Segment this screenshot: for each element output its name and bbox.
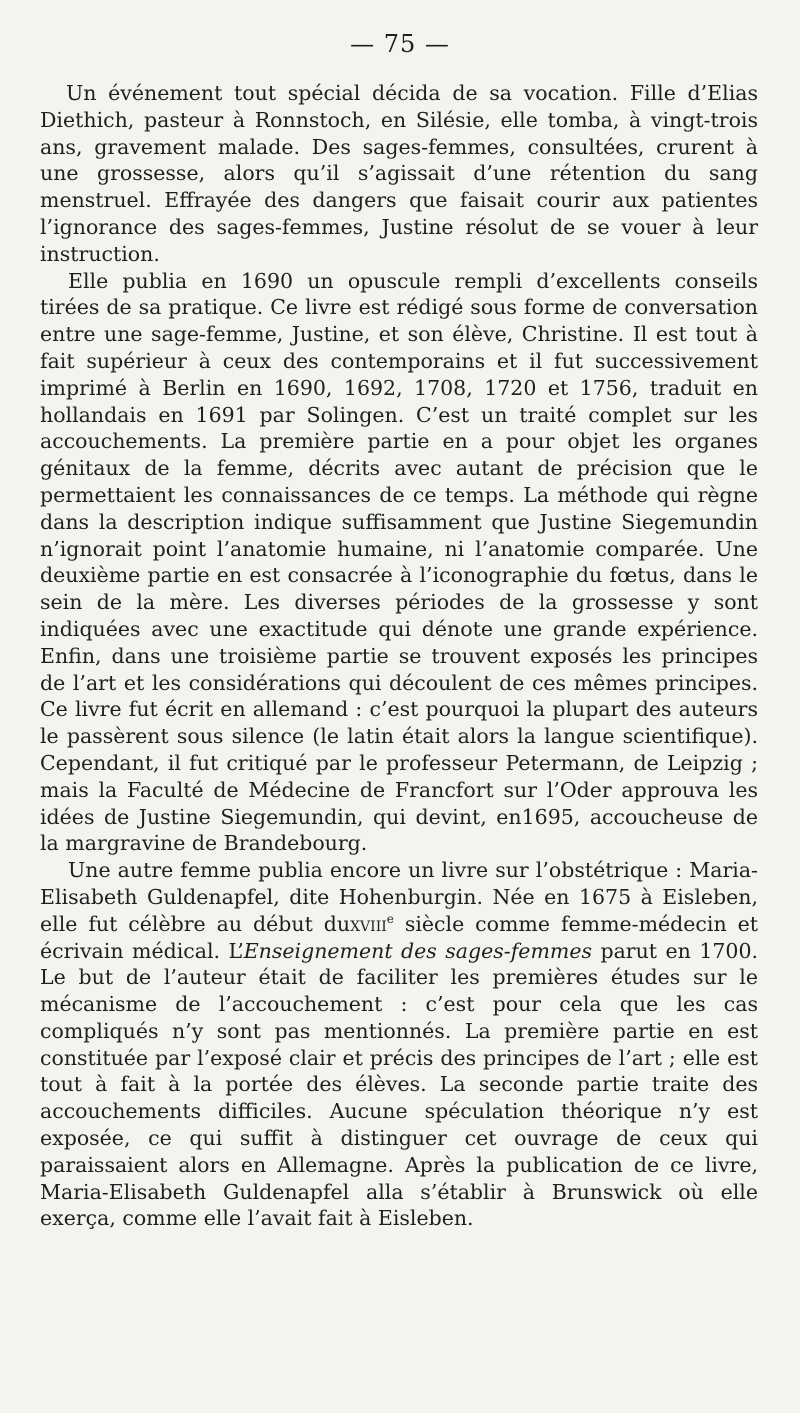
century-numeral: xviii	[350, 911, 387, 936]
paragraph-text-end: parut en 1700. Le but de l’auteur était de faciliter les premières études sur le mécanisme de l’accouchement : c’est pour cela que les cas compliqués n’y sont pas mentionnés. La première partie en est constituée par l’exposé clair et précis des principes de l’art ; elle est tout à fait à la portée des élèves. La seconde partie traite des accouchements difficiles. Aucune spéculation théorique n’y est exposée, ce qui suffit à distinguer cet ouvrage de ceux qui paraissaient alors en Allemagne. Après la publication de ce livre, Maria-Elisabeth Guldenapfel alla s’établir à Brunswick où elle exerça, comme elle l’avait fait à Eisleben.	[40, 938, 758, 1231]
paragraph-vocation: Un événement tout spécial décida de sa vocation. Fille d’Elias Diethich, pasteur à Ronnstoch, en Silésie, elle tomba, à vingt-trois ans, gravement malade. Des sages-femmes, consultées, crurent à une grossesse, alors qu’il s’agissait d’une rétention du sang menstruel. Effrayée des dangers que faisait courir aux patientes l’ignorance des sages-femmes, Justine résolut de se vouer à leur instruction.	[40, 81, 758, 266]
page-number: — 75 —	[350, 30, 450, 58]
body-text	[40, 80, 758, 1232]
paragraph-text-middle: siècle comme femme-médecin et écrivain médical. L’	[40, 911, 758, 963]
book-title: Enseignement des sages-femmes	[243, 938, 592, 963]
paragraph-text-start: Une autre femme publia encore un livre sur l’obstétrique : Maria-Elisabeth Guldenapfel, dite Hohenburgin. Née en 1675 à Eisleben, elle fut célèbre au début du	[40, 858, 758, 936]
paragraph-publication: Elle publia en 1690 un opuscule rempli d’excellents conseils tirées de sa pratique. Ce livre est rédigé sous forme de conversation entre une sage-femme, Justine, et son élève, Christine. Il est tout à fait supérieur à ceux des contemporains et il fut successivement imprimé à Berlin en 1690, 1692, 1708, 1720 et 1756, traduit en hollandais en 1691 par Solingen. C’est un traité complet sur les accouchements. La première partie en a pour objet les organes génitaux de la femme, décrits avec autant de précision que le permettaient les connaissances de ce temps. La méthode qui règne dans la description indique suffisamment que Justine Siegemundin n’ignorait point l’anatomie humaine, ni l’anatomie comparée. Une deuxième partie en est consacrée à l’iconographie du fœtus, dans le sein de la mère. Les diverses périodes de la grossesse y sont indiquées avec une exactitude qui dénote une grande expérience. Enfin, dans une troisième partie se trouvent exposés les principes de l’art et les considérations qui découlent de ces mêmes principes. Ce livre fut écrit en allemand : c’est pourquoi la plupart des auteurs le passèrent sous silence (le latin était alors la langue scientifique). Cependant, il fut critiqué par le professeur Petermann, de Leipzig ; mais la Faculté de Médecine de Francfort sur l’Oder approuva les idées de Justine Siegemundin, qui devint, en1695, accoucheuse de la margravine de Brandebourg.	[40, 268, 758, 856]
paragraph-guldenapfel	[40, 857, 758, 1232]
century-superscript: e	[386, 911, 394, 926]
